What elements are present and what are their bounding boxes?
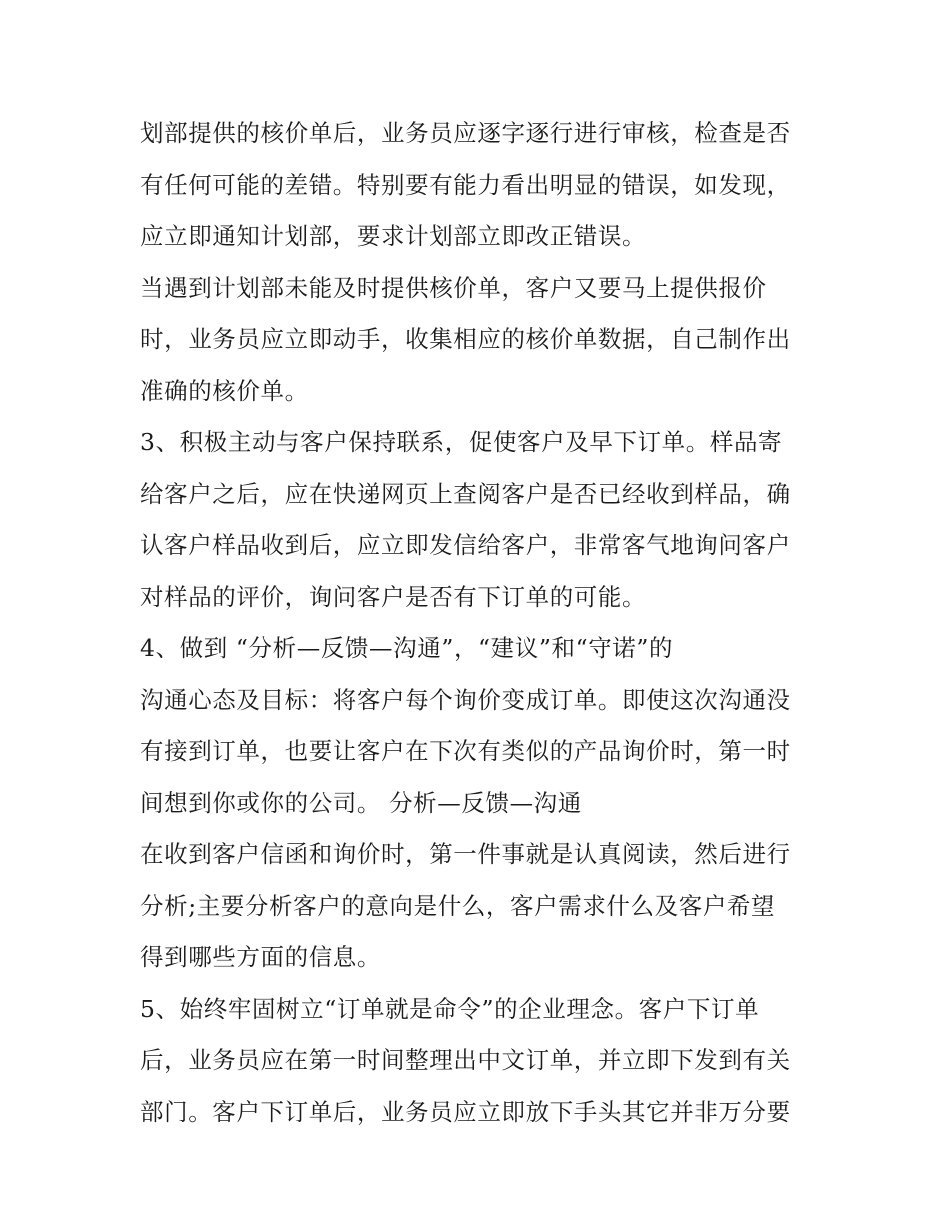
text-line: 时，业务员应立即动手，收集相应的核价单数据，自己制作出 [140, 325, 791, 353]
text-line: 有任何可能的差错。特别要有能力看出明显的错误，如发现， [140, 170, 791, 199]
text-line: 沟通心态及目标：将客户每个询价变成订单。即使这次沟通没 [140, 685, 791, 714]
text-line: 划部提供的核价单后，业务员应逐字逐行进行审核，检查是否 [140, 119, 791, 147]
text-line: 后，业务员应在第一时间整理出中文订单，并立即下发到有关 [140, 1046, 791, 1074]
text-line: 准确的核价单。 [140, 376, 309, 405]
text-line: 得到哪些方面的信息。 [140, 943, 381, 971]
text-line: 5、始终牢固树立“订单就是命令”的企业理念。客户下订单 [140, 994, 760, 1023]
text-line: 分析;主要分析客户的意向是什么，客户需求什么及客户希望 [140, 891, 776, 920]
text-line: 3、积极主动与客户保持联系，促使客户及早下订单。样品寄 [140, 428, 783, 456]
text-line: 间想到你或你的公司。 分析—反馈—沟通 [140, 788, 582, 817]
text-line: 部门。客户下订单后，业务员应立即放下手头其它并非万分要 [140, 1097, 791, 1126]
text-line: 当遇到计划部未能及时提供核价单，客户又要马上提供报价 [140, 273, 767, 302]
text-line: 有接到订单，也要让客户在下次有类似的产品询价时，第一时 [140, 737, 791, 765]
text-line: 在收到客户信函和询价时，第一件事就是认真阅读，然后进行 [140, 840, 791, 868]
text-line: 应立即通知计划部，要求计划部立即改正错误。 [140, 222, 647, 250]
text-line: 对样品的评价，询问客户是否有下订单的可能。 [140, 582, 647, 611]
text-line: 4、做到 “分析—反馈—沟通”，“建议”和“守诺”的 [140, 634, 674, 662]
text-line: 认客户样品收到后，应立即发信给客户，非常客气地询问客户 [140, 531, 791, 559]
body-text [140, 108, 830, 1138]
text-line: 给客户之后，应在快递网页上查阅客户是否已经收到样品，确 [140, 479, 791, 508]
